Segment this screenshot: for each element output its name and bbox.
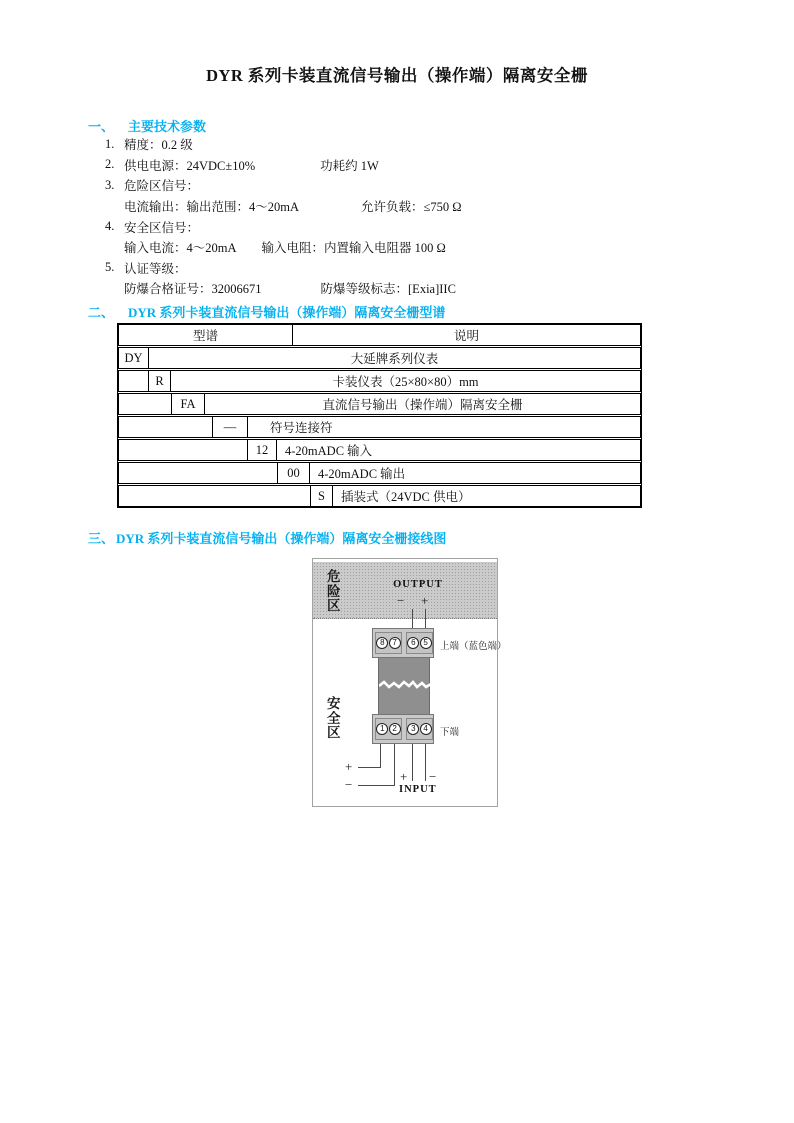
blank-cell [118,370,149,392]
param-number: 2. [105,157,115,172]
terminal-7: 7 [389,637,401,649]
supply-minus-sign: − [345,777,353,792]
section3-heading [88,528,446,547]
code-cell: FA [171,393,205,415]
blank-cell [118,393,172,415]
section2-heading [88,302,445,321]
table-header-row [118,324,641,346]
table-row [118,393,641,415]
terminal-group [375,632,402,654]
supply-plus-wire [380,744,381,767]
param-text: 危险区信号： [124,179,200,194]
table-row [118,416,641,438]
wiring-diagram [312,558,507,807]
param-line [105,278,462,299]
output-minus-wire [412,609,413,628]
table-row [118,370,641,392]
section1-heading [88,116,206,135]
param-text: 精度：0.2 级 [124,138,193,153]
output-label: OUTPUT [393,579,443,590]
supply-plus-wire [358,767,381,768]
supply-minus-wire [394,744,395,785]
supply-minus-wire [358,785,395,786]
hazard-zone-label: 危险区 [327,569,341,613]
code-cell: R [148,370,171,392]
param-text2: 允许负载：≤750 Ω [361,200,462,215]
blank-cell [118,416,213,438]
param-text: 电流输出：输出范围：4～20mA [124,200,300,215]
model-spectrum-table [117,323,642,508]
param-line [105,155,462,176]
desc-cell: 直流信号输出（操作端）隔离安全栅 [204,393,641,415]
input-label: INPUT [399,784,437,795]
param-text: 防爆合格证号：32006671 [124,282,262,297]
table-row [118,439,641,461]
terminal-3: 3 [407,723,419,735]
param-text2: 防爆等级标志：[Exia]IIC [320,282,456,297]
output-minus-sign: − [397,593,405,608]
code-cell: 12 [247,439,277,461]
code-cell: S [310,485,333,507]
table-row [118,485,641,507]
table-row [118,347,641,369]
terminal-group [406,632,433,654]
safe-zone-label: 安全区 [327,696,341,740]
section2-marker: 二、 [88,305,115,320]
bottom-end-label: 下端 [440,728,460,738]
param-text: 认证等级： [124,261,187,276]
top-end-label: 上端（蓝色端） [440,642,507,652]
desc-cell: 4-20mADC 输出 [309,462,641,484]
param-line [105,196,462,217]
output-plus-sign: + [421,593,429,608]
input-minus-wire [425,744,426,781]
desc-cell: 符号连接符 [247,416,641,438]
top-terminal-block [372,628,434,658]
terminal-5: 5 [420,637,432,649]
param-line [105,216,462,237]
output-plus-wire [425,609,426,628]
param-text: 安全区信号： [124,220,200,235]
param-text2: 功耗约 1W [320,158,379,173]
terminal-4: 4 [420,723,432,735]
bottom-terminal-block [372,714,434,744]
desc-cell: 插装式（24VDC 供电） [332,485,641,507]
param-number: 1. [105,136,115,151]
code-cell: — [212,416,248,438]
param-number: 5. [105,260,115,275]
blank-cell [118,439,248,461]
break-zigzag [379,679,431,691]
input-plus-sign: + [400,769,408,784]
device-body [378,658,430,714]
table-row [118,462,641,484]
param-text: 输入电流：4～20mA [124,241,237,256]
input-minus-sign: − [429,769,437,784]
param-line [105,134,462,155]
param-number: 3. [105,177,115,192]
terminal-1: 1 [376,723,388,735]
code-cell: 00 [277,462,310,484]
section2-title: DYR 系列卡装直流信号输出（操作端）隔离安全栅型谱 [128,305,446,320]
desc-cell: 4-20mADC 输入 [276,439,641,461]
blank-cell [118,485,311,507]
terminal-2: 2 [389,723,401,735]
input-plus-wire [412,744,413,781]
section3-title: DYR 系列卡装直流信号输出（操作端）隔离安全栅接线图 [116,531,447,546]
terminal-group [406,718,433,740]
param-line [105,175,462,196]
param-text: 供电电源：24VDC±10% [124,158,256,173]
terminal-6: 6 [407,637,419,649]
terminal-group [375,718,402,740]
param-number: 4. [105,219,115,234]
code-cell: DY [118,347,149,369]
section1-marker: 一、 [88,119,115,134]
blank-cell [118,462,278,484]
section3-marker: 三、 [88,531,115,546]
desc-cell: 大延牌系列仪表 [148,347,641,369]
parameter-list [105,134,462,299]
terminal-8: 8 [376,637,388,649]
param-text2: 输入电阻：内置输入电阻器 100 Ω [261,241,446,256]
header-desc: 说明 [292,324,641,346]
page-title: DYR 系列卡装直流信号输出（操作端）隔离安全栅 [206,66,588,85]
section1-title: 主要技术参数 [128,119,207,134]
supply-plus-sign: + [345,759,353,774]
header-model: 型谱 [118,324,293,346]
desc-cell: 卡装仪表（25×80×80）mm [170,370,641,392]
param-line [105,237,462,258]
param-line [105,258,462,279]
